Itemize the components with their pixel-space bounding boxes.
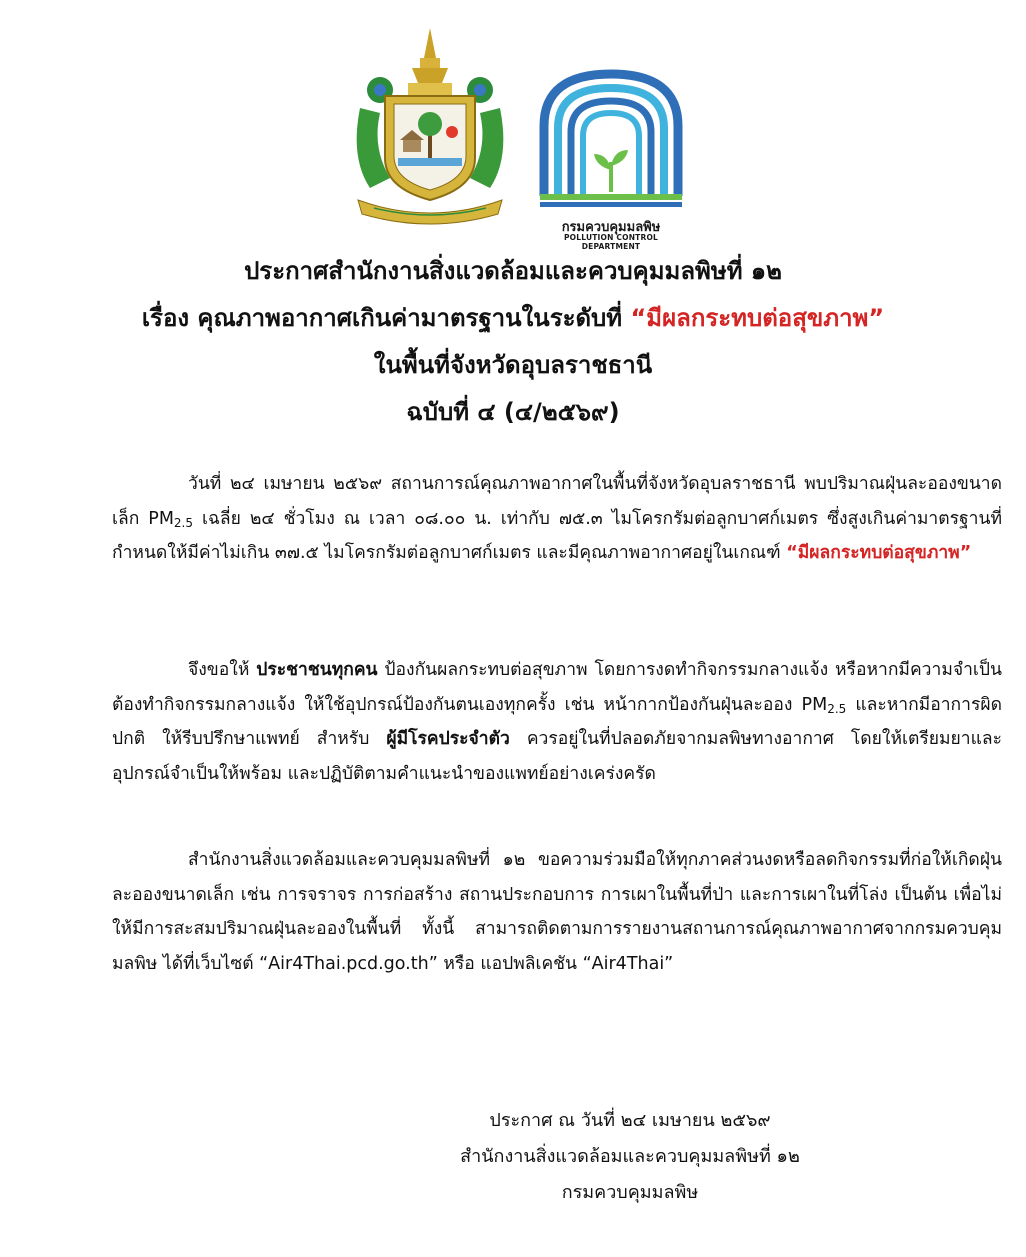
heading-line-4: ฉบับที่ ๔ (๔/๒๕๖๙)	[406, 398, 620, 426]
pcd-name-english: POLLUTION CONTROL DEPARTMENT	[563, 233, 659, 251]
signature-department: กรมควบคุมมลพิษ	[561, 1182, 699, 1203]
pollution-control-department-logo-icon	[536, 66, 686, 214]
logo-bar	[0, 28, 1026, 251]
pm-subscript: 2.5	[827, 701, 847, 716]
paragraph-situation	[112, 467, 1002, 571]
pcd-name-thai: กรมควบคุมมลพิษ	[561, 220, 661, 235]
heading-line-2	[0, 295, 1026, 342]
paragraph-cooperation	[112, 843, 1002, 981]
para2-text-a: จึงขอให้	[188, 660, 257, 680]
para3-text: สำนักงานสิ่งแวดล้อมและควบคุมมลพิษที่ ๑๒ ขอความร่วมมือให้ทุกภาคส่วนงดหรือลดกิจกรรมที่ก่อให้เกิดฝุ่นละอองขนาดเล็ก เช่น การจราจร การก่อสร้าง สถานประกอบการ การเผาในพื้นที่ป่า และการเผาในที่โล่ง เป็นต้น เพื่อไม่ให้มีการสะสมปริมาณฝุ่นละอองในพื้นที่ ทั้งนี้ สามารถติดตามการรายงานสถานการณ์คุณภาพอากาศจากกรมควบคุมมลพิษ ได้ที่เว็บไซต์ “Air4Thai.pcd.go.th” หรือ แอปพลิเคชัน “Air4Thai”	[112, 850, 1002, 974]
heading-line-3: ในพื้นที่จังหวัดอุบลราชธานี	[373, 351, 653, 379]
pcd-logo	[536, 66, 696, 251]
para2-text-d: ควรอยู่ในที่ปลอดภัยจากมลพิษทางอากาศ โดยให้เตรียมยาและอุปกรณ์จำเป็นให้พร้อม และปฏิบัติตามคำแนะนำของแพทย์อย่างเคร่งครัด	[112, 729, 1003, 784]
paragraph-advice	[112, 653, 1002, 791]
signature-office: สำนักงานสิ่งแวดล้อมและควบคุมมลพิษที่ ๑๒	[460, 1146, 800, 1167]
provincial-seal-icon	[350, 28, 510, 228]
para2-bold-patients: ผู้มีโรคประจำตัว	[386, 729, 510, 749]
para2-text-b: ป้องกันผลกระทบต่อสุขภาพ โดยการงดทำกิจกรรมกลางแจ้ง หรือหากมีความจำเป็นต้องทำกิจกรรมกลางแจ้ง ให้ใช้อุปกรณ์ป้องกันตนเองทุกครั้ง เช่น หน้ากากป้องกันฝุ่นละออง PM	[112, 660, 1002, 715]
heading-subject: เรื่อง คุณภาพอากาศเกินค่ามาตรฐานในระดับที่	[141, 304, 631, 332]
para2-bold-public: ประชาชนทุกคน	[256, 660, 378, 680]
para1-highlight: “มีผลกระทบต่อสุขภาพ”	[786, 543, 972, 563]
para1-text-b: เฉลี่ย ๒๔ ชั่วโมง ณ เวลา ๐๘.๐๐ น. เท่ากับ ๗๕.๓ ไมโครกรัมต่อลูกบาศก์เมตร ซึ่งสูงเกินค่ามาตรฐานที่กำหนดให้มีค่าไม่เกิน ๓๗.๕ ไมโครกรัมต่อลูกบาศก์เมตร และมีคุณภาพอากาศอยู่ในเกณฑ์	[112, 508, 1002, 563]
heading-highlight: “มีผลกระทบต่อสุขภาพ”	[630, 304, 885, 332]
announcement-heading	[0, 248, 1026, 436]
para2-text-c: และหากมีอาการผิดปกติ ให้รีบปรึกษาแพทย์ สำหรับ	[112, 694, 1002, 749]
signature-date: ประกาศ ณ วันที่ ๒๔ เมษายน ๒๕๖๙	[489, 1110, 771, 1131]
heading-line-1: ประกาศสำนักงานสิ่งแวดล้อมและควบคุมมลพิษที่ ๑๒	[244, 257, 782, 285]
para1-text-a: วันที่ ๒๔ เมษายน ๒๕๖๙ สถานการณ์คุณภาพอากาศในพื้นที่จังหวัดอุบลราชธานี พบปริมาณฝุ่นละอองขนาดเล็ก PM	[112, 474, 1002, 529]
pm-subscript: 2.5	[173, 515, 194, 530]
signature-block	[360, 1103, 900, 1211]
